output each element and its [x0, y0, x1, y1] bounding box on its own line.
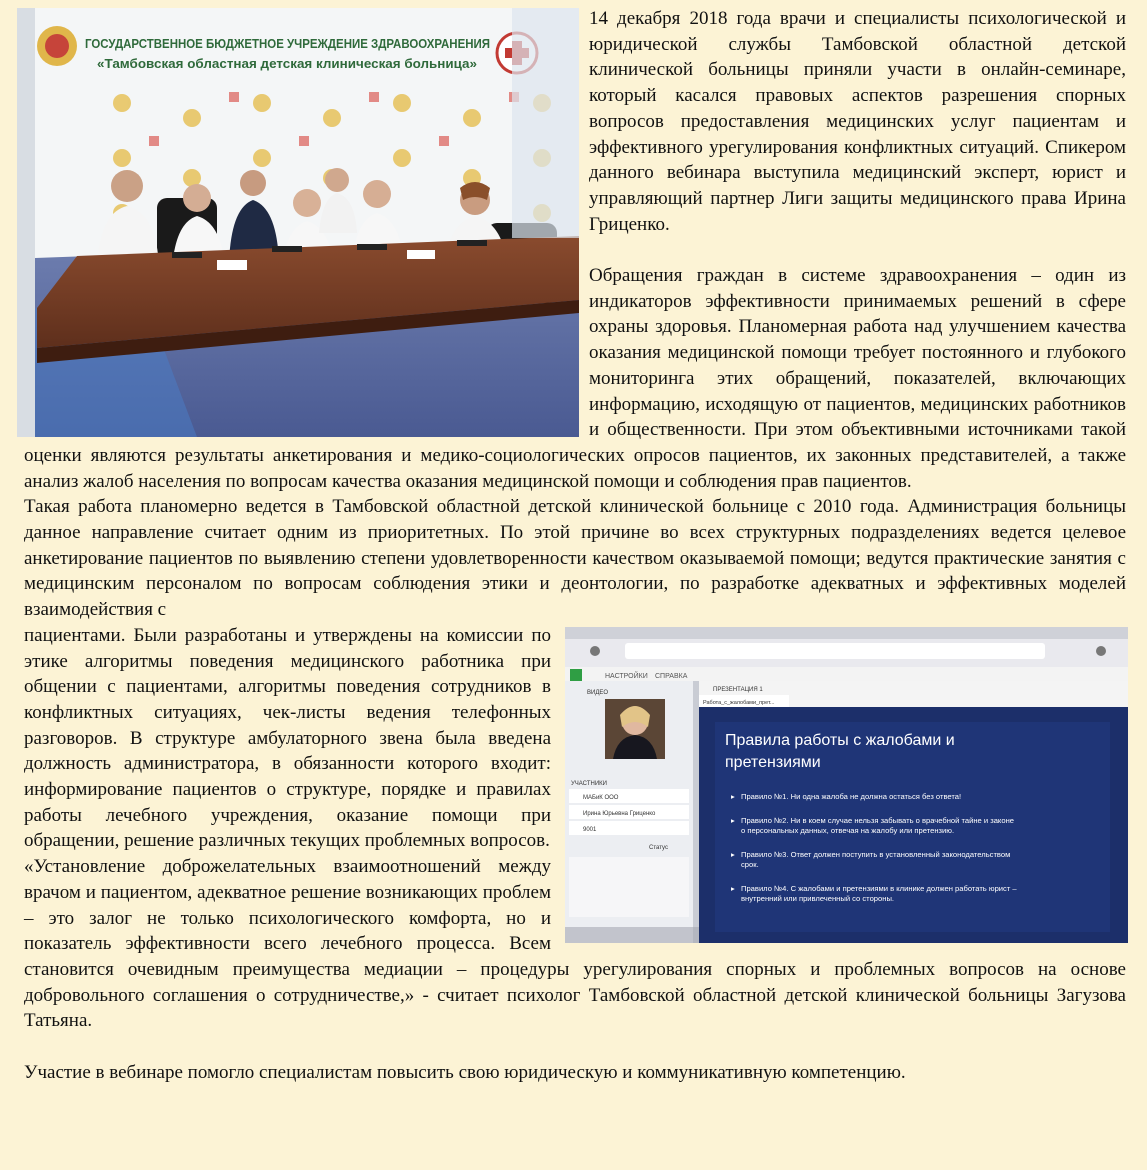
- slide-rule-2: Правило №2. Ни в коем случае нельзя забывать о врачебной тайне и законе: [741, 815, 1014, 825]
- article: [24, 6, 1126, 1086]
- slide-title-1: Правила работы с жалобами и: [725, 731, 955, 749]
- paragraph-work: Такая работа планомерно ведется в Тамбовской областной детской клинической больнице с 2010 года. Администрация больницы данное направление считает одним из приоритетных. По этой причине во всех структурных подразделениях ведется целевое анкетирование пациентов по выявлению степени удовлетворенности качеством оказываемой помощи; ведутся практические занятия с медицинским персоналом по вопросам соблюдения этики и деонтологии, по разработке адекватных и эффективных моделей взаимодействия с: [24, 496, 1126, 621]
- slide-rule-4: внутренний или привлеченный со стороны.: [741, 893, 895, 903]
- slide-rule-3: срок.: [741, 859, 759, 869]
- slide-rule-bullet: ▸: [731, 815, 735, 825]
- menu-settings: НАСТРОЙКИ: [605, 672, 648, 680]
- paragraph-quote: «Установление доброжелательных взаимоотношений между врачом и пациентом, адекватное решение возникающих проблем – это залог не только психологического комфорта, но и показатель эффективности всего лечебного процесса. Всем становится очевидным преимущества медиации – процедуры урегулирования спорных и проблемных вопросов на основе добровольного соглашения о сотрудничестве,» - считает психолог Тамбовской областной детской клинической больницы Загузова Татьяна.: [24, 856, 1126, 1032]
- slide-rule-bullet: ▸: [731, 791, 735, 801]
- paragraph-conclusion: Участие в вебинаре помогло специалистам повысить свою юридическую и коммуникативную компетенцию.: [24, 1061, 906, 1083]
- banner-line1: ГОСУДАРСТВЕННОЕ БЮДЖЕТНОЕ УЧРЕЖДЕНИЕ ЗДРАВООХРАНЕНИЯ: [85, 37, 490, 51]
- participant-3: 9001: [583, 826, 597, 833]
- participant-1: МАБиК ООО: [583, 794, 619, 801]
- status-label: Статус: [649, 844, 668, 851]
- participants-label: УЧАСТНИКИ: [571, 780, 607, 787]
- banner-line2: «Тамбовская областная детская клиническая больница»: [97, 57, 477, 71]
- webinar-screenshot-photo: [565, 627, 1128, 943]
- presentation-tab: ПРЕЗЕНТАЦИЯ 1: [713, 686, 763, 693]
- seminar-photo: [17, 8, 579, 437]
- doc-tab: Работа_с_жалобами_прет...: [703, 699, 775, 706]
- paragraph-intro: 14 декабря 2018 года врачи и специалисты психологической и юридической службы Тамбовской областной детской клинической больницы приняли участи в онлайн-семинаре, который касался правовых аспектов разрешения спорных вопросов предоставления медицинских услуг пациентам и эффективного урегулирования конфликтных ситуаций. Спикером данного вебинара выступила медицинский эксперт, юрист и управляющий партнер Лиги защиты медицинского права Ирина Гриценко.: [589, 8, 1126, 235]
- menu-help: СПРАВКА: [655, 672, 688, 680]
- participant-2: Ирина Юрьевна Гриценко: [583, 810, 656, 817]
- slide-rule-3: Правило №3. Ответ должен поступить в установленный законодательством: [741, 849, 1011, 859]
- slide-rule-1: Правило №1. Ни одна жалоба не должна остаться без ответа!: [741, 791, 962, 801]
- paragraph-appeals: Обращения граждан в системе здравоохранения – один из индикаторов эффективности принимаемых решений в сфере охраны здоровья. Планомерная работа над улучшением качества оказания медицинской помощи требует постоянного и глубокого мониторинга этих обращений, показателей, включающих информацию, исходящую от пациентов, медицинских работников и общественности. При этом объективными источниками такой оценки являются результаты анкетирования и медико-социологических опросов пациентов, их законных представителей, а также анализ жалоб населения по вопросам качества оказания медицинской помощи и соблюдения прав пациентов.: [24, 265, 1126, 492]
- slide-rule-bullet: ▸: [731, 849, 735, 859]
- video-tab: ВИДЕО: [587, 689, 609, 696]
- slide-title-2: претензиями: [725, 753, 821, 771]
- slide-rule-2: о персональных данных, отвечая на жалобу или претензию.: [741, 825, 955, 835]
- paragraph-work-continued: пациентами. Были разработаны и утверждены на комиссии по этике алгоритмы поведения медицинского работника при общении с пациентами, алгоритмы поведения сотрудников в конфликтных ситуациях, чек-листы ведения телефонных разговоров. В структуре амбулаторного звена была введена должность администратора, в обязанности которого входит: информирование пациентов о структуре, порядке и правилах работы лечебного учреждения, оказание помощи при обращении, решение различных текущих проблемных вопросов.: [24, 624, 551, 852]
- slide-rule-4: Правило №4. С жалобами и претензиями в клинике должен работать юрист –: [741, 883, 1017, 893]
- slide-rule-bullet: ▸: [731, 883, 735, 893]
